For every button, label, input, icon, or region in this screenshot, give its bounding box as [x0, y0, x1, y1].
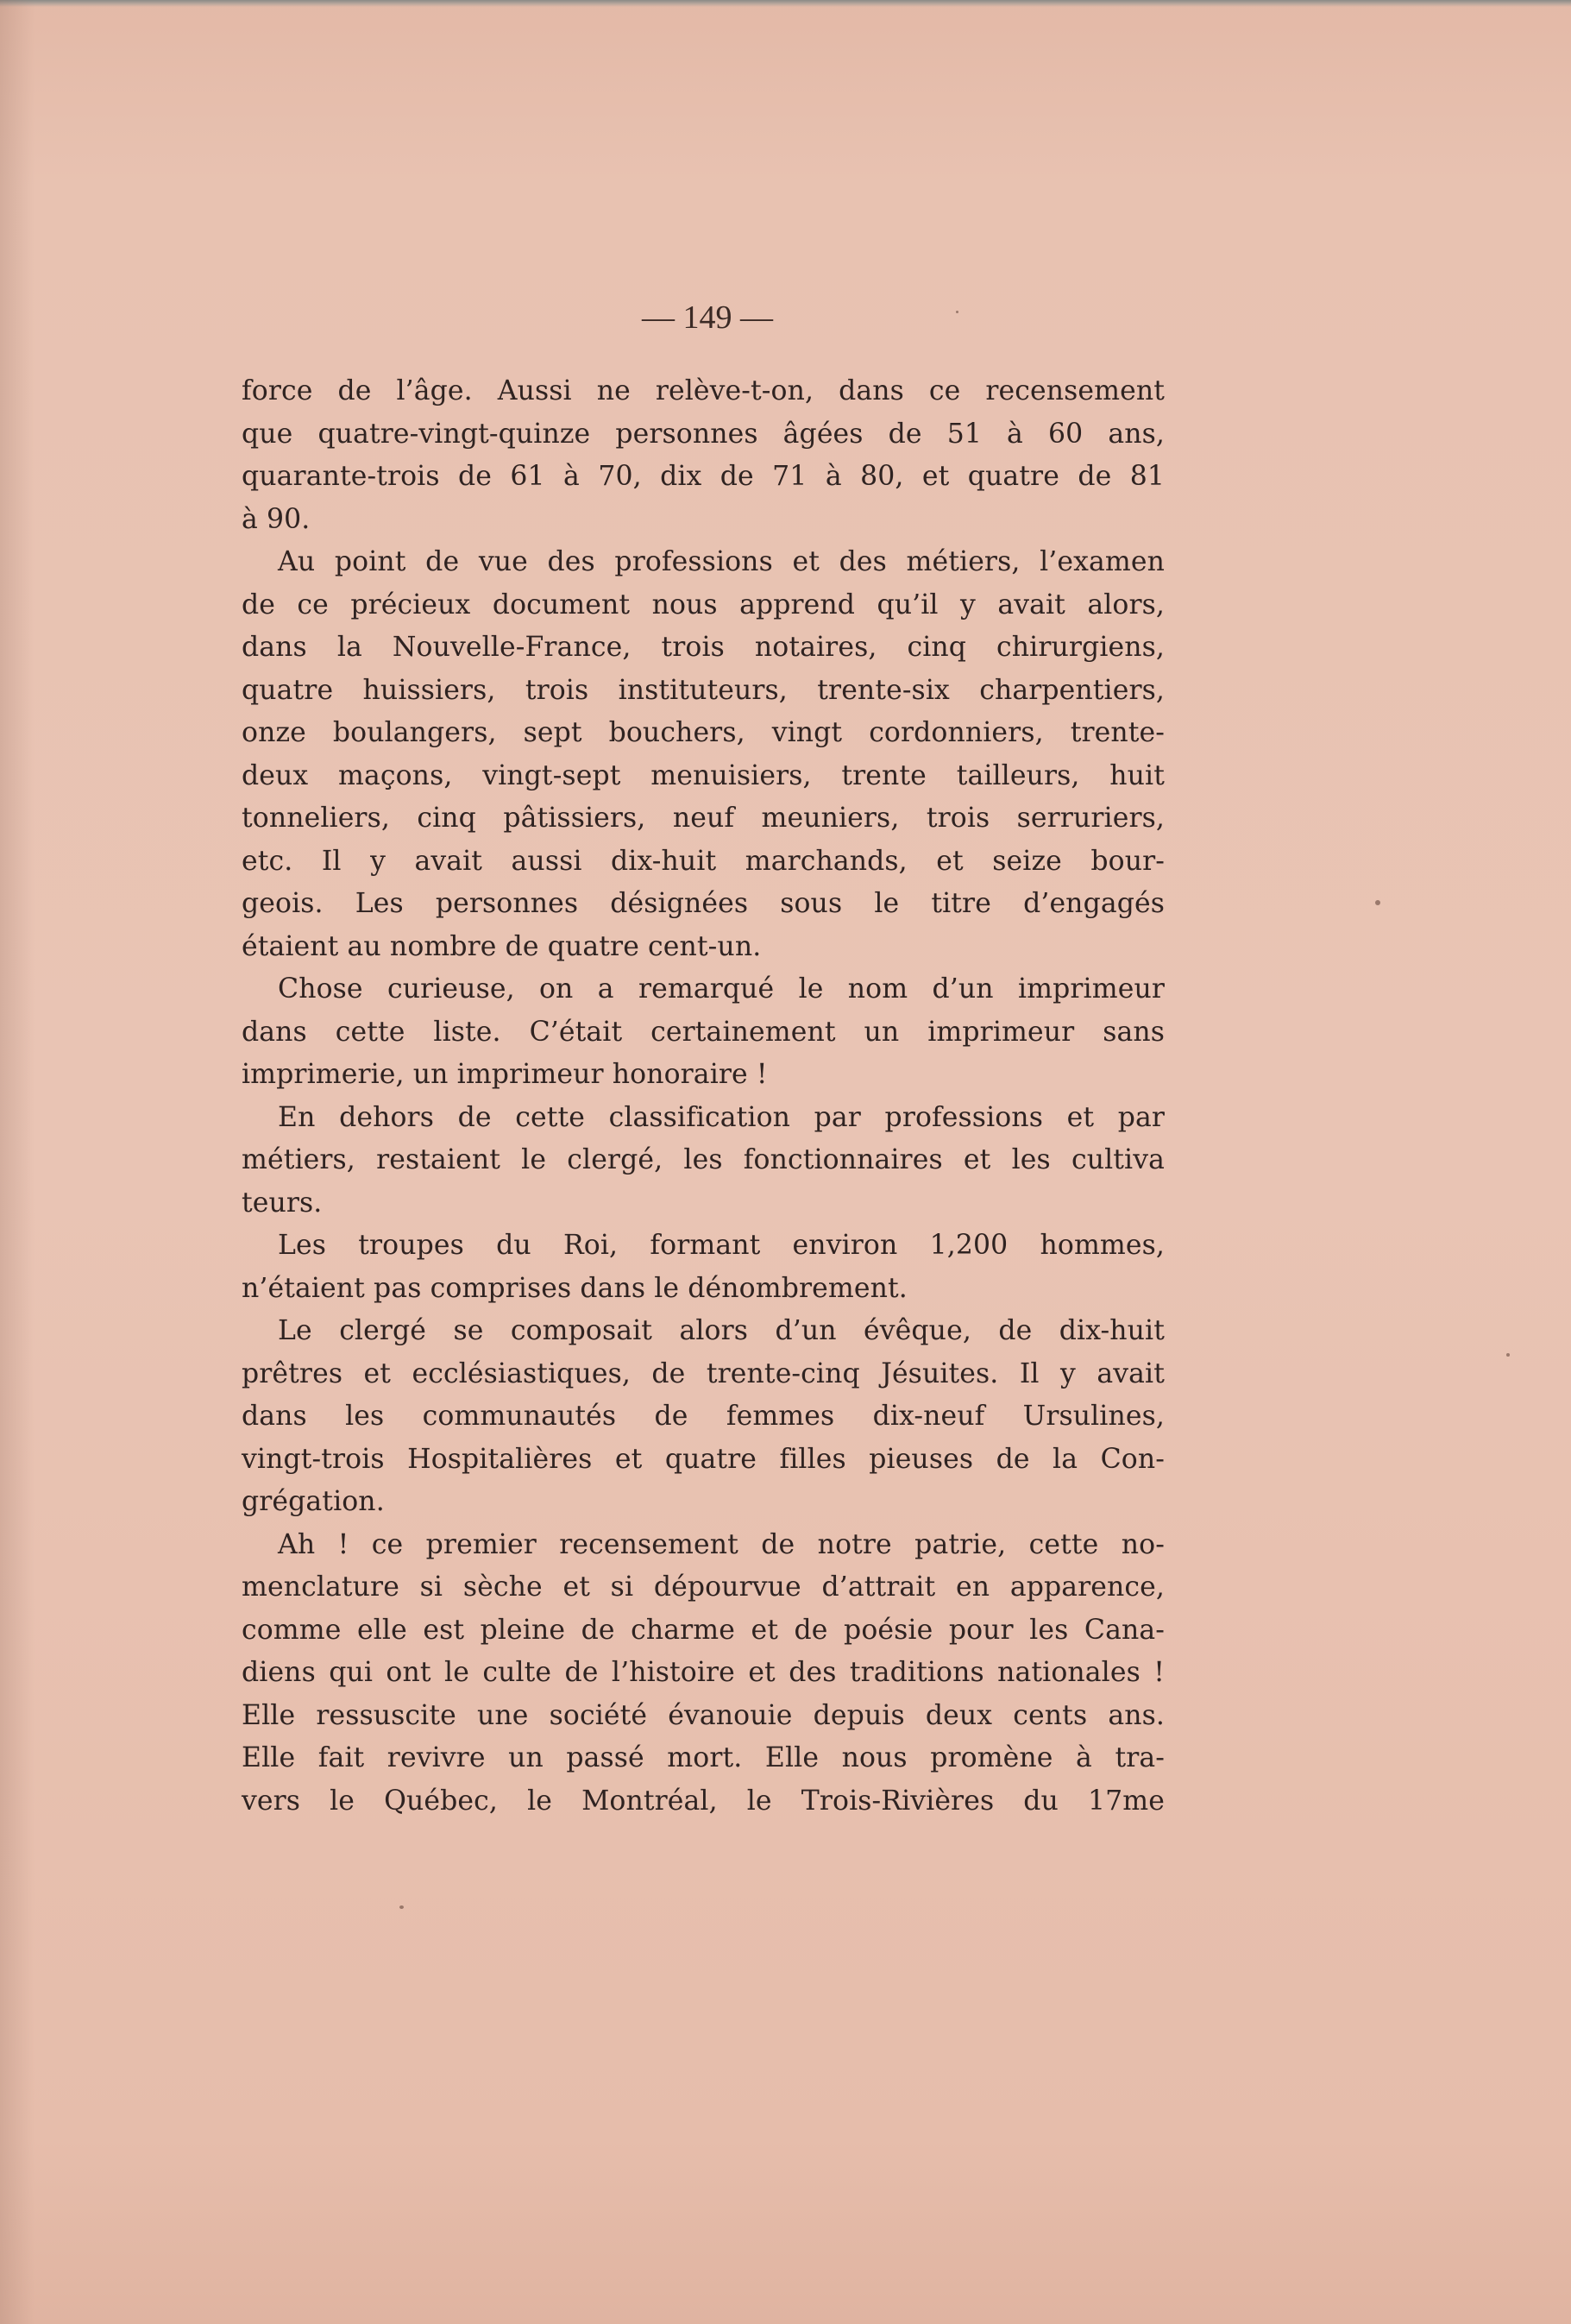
text-line: geois. Les personnes désignées sous le titre d’engagés — [242, 888, 1165, 919]
text-line: diens qui ont le culte de l’histoire et des traditions nationales ! — [242, 1657, 1165, 1688]
text-line: dans la Nouvelle-France, trois notaires, cinq chirurgiens, — [242, 632, 1165, 663]
text-line: n’étaient pas comprises dans le dénombrement. — [242, 1272, 908, 1304]
text-line: deux maçons, vingt-sept menuisiers, trente tailleurs, huit — [242, 759, 1165, 791]
text-line: teurs. — [242, 1187, 323, 1219]
text-line: Le clergé se composait alors d’un évêque, de dix-huit — [278, 1315, 1165, 1346]
paper-speck — [956, 311, 958, 313]
text-line: comme elle est pleine de charme et de poésie pour les Cana- — [242, 1614, 1165, 1646]
text-line: étaient au nombre de quatre cent-un. — [242, 930, 762, 962]
text-line: à 90. — [242, 503, 311, 535]
text-line: onze boulangers, sept bouchers, vingt cordonniers, trente- — [242, 717, 1165, 748]
text-line: imprimerie, un imprimeur honoraire ! — [242, 1059, 768, 1090]
text-line: que quatre-vingt-quinze personnes âgées de 51 à 60 ans, — [242, 418, 1165, 450]
text-line: Chose curieuse, on a remarqué le nom d’un imprimeur — [278, 973, 1165, 1005]
text-line: vers le Québec, le Montréal, le Trois-Rivières du 17me — [242, 1785, 1165, 1817]
body-text — [242, 370, 1165, 1823]
text-line: vingt-trois Hospitalières et quatre filles pieuses de la Con- — [242, 1443, 1165, 1475]
page-number: — 149 — — [642, 299, 773, 336]
text-line: etc. Il y avait aussi dix-huit marchands, et seize bour- — [242, 845, 1165, 877]
text-line: force de l’âge. Aussi ne relève-t-on, dans ce recensement — [242, 375, 1165, 406]
text-line: Elle fait revivre un passé mort. Elle nous promène à tra- — [242, 1742, 1165, 1773]
text-line: grégation. — [242, 1486, 385, 1517]
text-line: prêtres et ecclésiastiques, de trente-cinq Jésuites. Il y avait — [242, 1357, 1165, 1389]
text-line: dans cette liste. C’était certainement un imprimeur sans — [242, 1016, 1165, 1048]
binding-shadow — [0, 0, 35, 2324]
text-line: menclature si sèche et si dépourvue d’attrait en apparence, — [242, 1571, 1165, 1603]
text-line: métiers, restaient le clergé, les fonctionnaires et les cultiva — [242, 1144, 1165, 1175]
text-line: quarante-trois de 61 à 70, dix de 71 à 80, et quatre de 81 — [242, 461, 1165, 492]
text-line: Les troupes du Roi, formant environ 1,200 hommes, — [278, 1230, 1165, 1261]
page-top-edge — [0, 0, 1571, 7]
text-line: de ce précieux document nous apprend qu’il y avait alors, — [242, 589, 1165, 620]
text-line: En dehors de cette classification par professions et par — [278, 1101, 1165, 1133]
paper-speck — [1375, 900, 1380, 905]
text-line: tonneliers, cinq pâtissiers, neuf meuniers, trois serruriers, — [242, 803, 1165, 834]
text-line: quatre huissiers, trois instituteurs, trente-six charpentiers, — [242, 674, 1165, 706]
text-line: Elle ressuscite une société évanouie depuis deux cents ans. — [242, 1699, 1165, 1731]
paper-speck — [1506, 1353, 1510, 1357]
text-line: Au point de vue des professions et des métiers, l’examen — [278, 546, 1165, 577]
text-line: dans les communautés de femmes dix-neuf Ursulines, — [242, 1401, 1165, 1432]
text-line: Ah ! ce premier recensement de notre patrie, cette no- — [278, 1528, 1165, 1560]
paper-speck — [399, 1905, 404, 1909]
